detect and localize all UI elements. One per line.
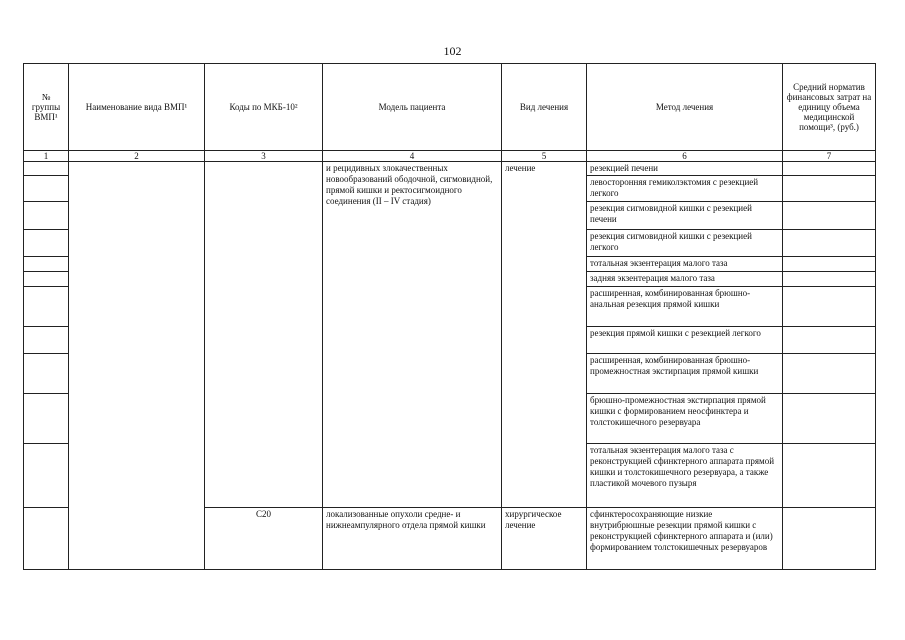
group-no-cell [24,176,69,202]
column-number-row [24,151,876,162]
column-number: 2 [69,151,205,162]
cost-cell [783,202,876,230]
mkb-code-cell: C20 [205,508,323,570]
method-cell: резекцией печени [587,162,783,176]
column-number: 6 [587,151,783,162]
cost-cell [783,508,876,570]
cost-cell [783,394,876,444]
mkb-code-cell [205,162,323,508]
header-group-no: № группы ВМП¹ [24,64,69,151]
group-no-cell [24,327,69,354]
header-method: Метод лечения [587,64,783,151]
group-no-cell [24,230,69,257]
cost-cell [783,287,876,327]
table-row [24,162,876,176]
method-cell: левосторонняя гемиколэктомия с резекцией легкого [587,176,783,202]
column-number: 4 [323,151,502,162]
cost-cell [783,176,876,202]
cost-cell [783,327,876,354]
header-patient-model: Модель пациента [323,64,502,151]
group-no-cell [24,202,69,230]
column-number: 7 [783,151,876,162]
method-cell: тотальная экзентерация малого таза с реконструкцией сфинктерного аппарата прямой кишки и толстокишечного резервуара, а также пластикой мочевого пузыря [587,444,783,508]
group-no-cell [24,257,69,272]
group-no-cell [24,444,69,508]
header-cost: Средний норматив финансовых затрат на единицу объема медицинской помощи³, (руб.) [783,64,876,151]
column-number: 3 [205,151,323,162]
treatment-type-cell: хирургическое лечение [502,508,587,570]
cost-cell [783,272,876,287]
cost-cell [783,257,876,272]
treatment-table [23,63,876,570]
column-number: 5 [502,151,587,162]
header-vmp-name: Наименование вида ВМП¹ [69,64,205,151]
group-no-cell [24,508,69,570]
cost-cell [783,230,876,257]
method-cell: тотальная экзентерация малого таза [587,257,783,272]
patient-model-cell: и рецидивных злокачественных новообразований ободочной, сигмовидной, прямой кишки и ректосигмоидного соединения (II – IV стадия) [323,162,502,508]
column-number: 1 [24,151,69,162]
group-no-cell [24,162,69,176]
method-cell: резекция сигмовидной кишки с резекцией легкого [587,230,783,257]
method-cell: сфинктеросохраняющие низкие внутрибрюшные резекции прямой кишки с реконструкцией сфинктерного аппарата и (или) формированием толстокишечных резервуаров [587,508,783,570]
cost-cell [783,162,876,176]
method-cell: резекция сигмовидной кишки с резекцией печени [587,202,783,230]
treatment-type-cell: лечение [502,162,587,508]
group-no-cell [24,287,69,327]
group-no-cell [24,272,69,287]
cost-cell [783,354,876,394]
method-cell: резекция прямой кишки с резекцией легкого [587,327,783,354]
method-cell: задняя экзентерация малого таза [587,272,783,287]
header-row [24,64,876,151]
patient-model-cell: локализованные опухоли средне- и нижнеампулярного отдела прямой кишки [323,508,502,570]
group-no-cell [24,354,69,394]
header-treatment-type: Вид лечения [502,64,587,151]
group-no-cell [24,394,69,444]
vmp-name-cell [69,162,205,570]
method-cell: брюшно-промежностная экстирпация прямой кишки с формированием неосфинктера и толстокишечного резервуара [587,394,783,444]
header-mkb-codes: Коды по МКБ-10² [205,64,323,151]
page-number: 102 [443,44,462,58]
method-cell: расширенная, комбинированная брюшно-анальная резекция прямой кишки [587,287,783,327]
cost-cell [783,444,876,508]
method-cell: расширенная, комбинированная брюшно-промежностная экстирпация прямой кишки [587,354,783,394]
